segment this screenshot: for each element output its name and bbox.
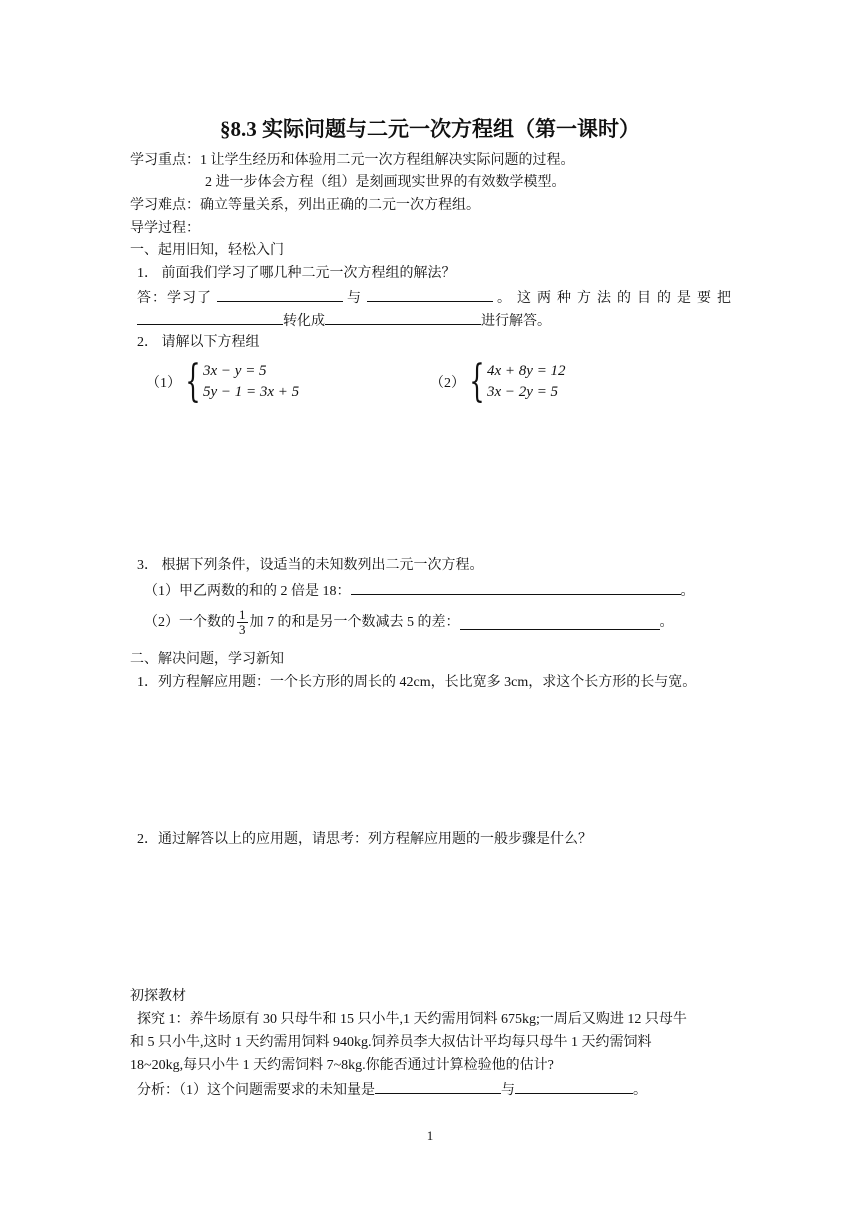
equation-system-1 <box>146 356 300 407</box>
question-1: 1． 前面我们学习了哪几种二元一次方程组的解法？ <box>137 266 456 281</box>
question-3-1 <box>144 580 695 602</box>
question-1-answer-line-2 <box>137 310 551 332</box>
section-2-heading: 二、解决问题，学习新知 <box>130 652 284 667</box>
explore-text-line: 18~20kg,每只小牛 1 天约需饲料 7~8kg.你能否通过计算检验他的估计? <box>130 1058 554 1073</box>
page-title: §8.3 实际问题与二元一次方程组（第一课时） <box>220 117 640 141</box>
system-label: （1） <box>146 376 181 391</box>
analysis-text: 。 <box>633 1083 647 1098</box>
explore-heading: 初探教材 <box>130 989 186 1004</box>
left-brace-icon: { <box>185 356 201 407</box>
key-points <box>130 151 575 171</box>
fraction-denominator: 3 <box>239 622 246 637</box>
question-text: 。 <box>680 584 695 599</box>
page-number: 1 <box>426 1128 434 1143</box>
answer-blank-4[interactable] <box>325 310 481 325</box>
analysis-line <box>137 1079 647 1101</box>
answer-blank-5[interactable] <box>351 580 681 595</box>
equation: 3x − 2y = 5 <box>487 384 559 400</box>
key-points-label: 学习重点： <box>130 153 200 168</box>
answer-text: 转化成 <box>283 314 325 329</box>
answer-blank-8[interactable] <box>515 1079 633 1094</box>
answer-blank-6[interactable] <box>460 615 660 630</box>
equation: 3x − y = 5 <box>203 363 267 379</box>
answer-text: 。这两种方法的目的是要把 <box>497 291 737 306</box>
question-text: 。 <box>659 614 674 630</box>
section-1-heading: 一、起用旧知，轻松入门 <box>130 243 284 258</box>
key-point-1: 1 让学生经历和体验用二元一次方程组解决实际问题的过程。 <box>200 153 575 168</box>
question-text: （2）一个数的 <box>144 614 235 630</box>
analysis-text: 与 <box>501 1083 515 1098</box>
answer-blank-2[interactable] <box>367 287 493 302</box>
fraction-numerator: 1 <box>239 607 246 622</box>
problem-1: 1．列方程解应用题：一个长方形的周长的 42cm，长比宽多 3cm，求这个长方形的长与宽。 <box>137 675 697 690</box>
answer-text: 进行解答。 <box>481 314 551 329</box>
question-3-2 <box>144 608 674 637</box>
explore-text-line: 探究 1：养牛场原有 30 只母牛和 15 只小牛,1 天约需用饲料 675kg;一周后又购进 12 只母牛 <box>137 1012 687 1027</box>
answer-blank-1[interactable] <box>217 287 343 302</box>
process-heading: 导学过程： <box>130 221 200 236</box>
difficulty: 学习难点：确立等量关系，列出正确的二元一次方程组。 <box>130 198 480 213</box>
question-3: 3． 根据下列条件，设适当的未知数列出二元一次方程。 <box>137 558 484 573</box>
analysis-text: 分析：（1）这个问题需要求的未知量是 <box>137 1083 375 1098</box>
question-2: 2． 请解以下方程组 <box>137 335 260 350</box>
left-brace-icon: { <box>469 356 485 407</box>
explore-text-line: 和 5 只小牛,这时 1 天约需用饲料 940kg.饲养员李大叔估计平均每只母牛 1 天约需饲料 <box>130 1035 652 1050</box>
problem-2: 2．通过解答以上的应用题，请思考：列方程解应用题的一般步骤是什么？ <box>137 832 592 847</box>
question-text: （1）甲乙两数的和的 2 倍是 18： <box>144 584 351 599</box>
equation: 5y − 1 = 3x + 5 <box>203 384 300 400</box>
answer-text: 答：学习了 <box>137 291 212 306</box>
answer-blank-3[interactable] <box>137 310 283 325</box>
question-text: 加 7 的和是另一个数减去 5 的差： <box>249 614 460 630</box>
equation-system-2 <box>430 356 566 407</box>
key-point-2: 2 进一步体会方程（组）是刻画现实世界的有效数学模型。 <box>205 175 566 190</box>
fraction <box>237 608 248 637</box>
answer-text: 与 <box>347 291 362 306</box>
answer-blank-7[interactable] <box>375 1079 501 1094</box>
question-1-answer-line <box>137 287 737 309</box>
system-label: （2） <box>430 376 465 391</box>
equation: 4x + 8y = 12 <box>487 363 566 379</box>
